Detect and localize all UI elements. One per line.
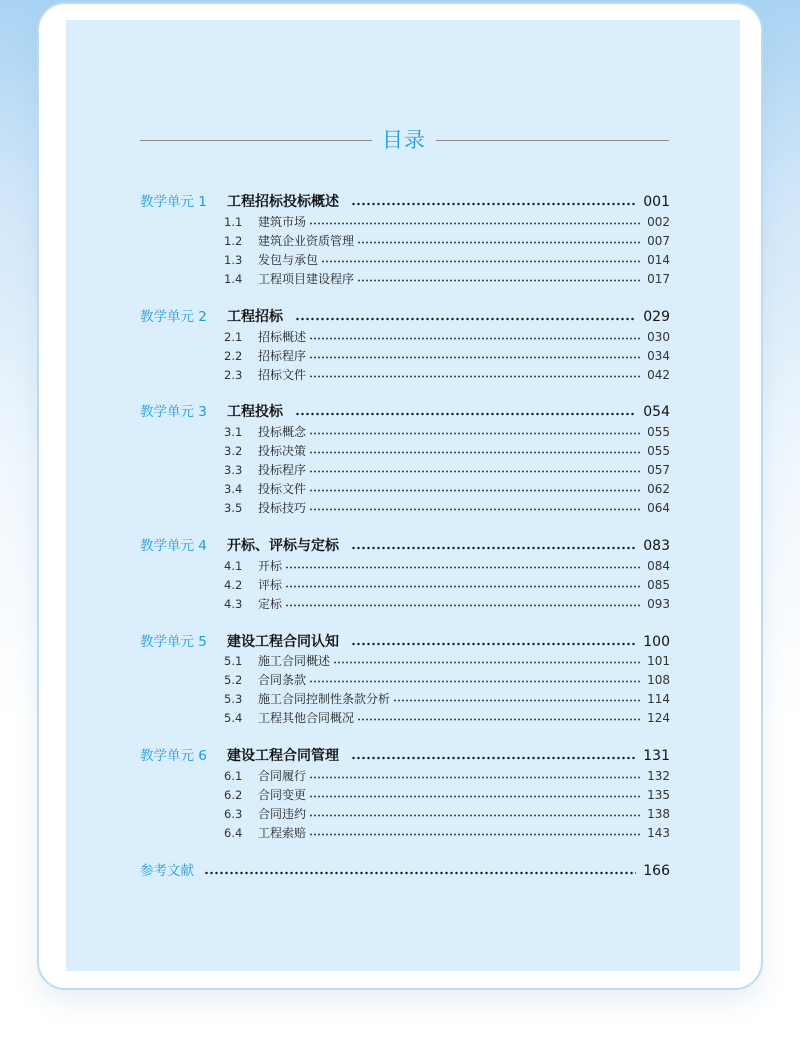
dot-leader [309,680,640,683]
section-title: 施工合同概述 [258,654,331,668]
section-page-number: 055 [647,425,670,439]
section-page-number: 143 [647,826,670,840]
toc-section-6-1[interactable] [140,767,670,786]
toc-section-3-4[interactable] [140,480,670,499]
section-title: 建筑市场 [258,215,307,229]
toc-unit-3[interactable] [140,403,670,422]
toc-section-3-3[interactable] [140,461,670,480]
toc-section-1-1[interactable] [140,213,670,232]
section-number: 4.2 [224,578,243,592]
section-title: 投标决策 [258,444,307,458]
toc-section-3-5[interactable] [140,499,670,518]
dot-leader [357,279,640,282]
section-page-number: 132 [647,769,670,783]
dot-leader [393,699,640,702]
section-number: 5.2 [224,673,243,687]
section-number: 5.4 [224,711,243,725]
section-number: 3.2 [224,444,243,458]
section-page-number: 014 [647,253,670,267]
section-number: 4.1 [224,559,243,573]
section-page-number: 114 [647,692,670,706]
section-number: 5.3 [224,692,243,706]
unit-title: 开标、评标与定标 [227,538,339,554]
toc-section-6-3[interactable] [140,805,670,824]
toc-section-5-3[interactable] [140,690,670,709]
section-number: 3.1 [224,425,243,439]
section-title: 施工合同控制性条款分析 [258,692,391,706]
section-title: 投标程序 [258,463,307,477]
dot-leader [357,241,640,244]
section-number: 2.3 [224,368,243,382]
dot-leader [285,604,640,607]
toc-section-2-2[interactable] [140,347,670,366]
section-number: 5.1 [224,654,243,668]
dot-leader [309,337,640,340]
dot-leader [309,795,640,798]
section-number: 1.3 [224,253,243,267]
section-number: 1.1 [224,215,243,229]
toc-section-6-4[interactable] [140,824,670,843]
toc-section-1-2[interactable] [140,232,670,251]
dot-leader [309,222,640,225]
toc-section-3-2[interactable] [140,442,670,461]
section-page-number: 017 [647,272,670,286]
dot-leader [204,871,636,875]
section-title: 合同履行 [258,769,307,783]
unit-page-number: 131 [643,748,670,764]
toc-unit-2[interactable] [140,308,670,327]
unit-title: 工程投标 [227,404,283,420]
toc-section-2-3[interactable] [140,366,670,385]
section-page-number: 002 [647,215,670,229]
header-rule-right [436,140,669,141]
unit-label: 教学单元 2 [140,309,207,325]
section-page-number: 062 [647,482,670,496]
unit-label: 教学单元 4 [140,538,207,554]
unit-label: 教学单元 1 [140,194,207,210]
unit-page-number: 100 [643,634,670,650]
page-title: 目录 [382,128,426,152]
section-title: 发包与承包 [258,253,319,267]
section-title: 工程索赔 [258,826,307,840]
dot-leader [309,451,640,454]
dot-leader [309,489,640,492]
dot-leader [351,642,636,646]
toc-section-1-3[interactable] [140,251,670,270]
section-page-number: 085 [647,578,670,592]
toc-unit-1[interactable] [140,193,670,212]
section-title: 开标 [258,559,283,573]
section-number: 2.2 [224,349,243,363]
section-title: 投标技巧 [258,501,307,515]
toc-section-5-4[interactable] [140,709,670,728]
section-page-number: 042 [647,368,670,382]
dot-leader [351,546,636,550]
toc-section-3-1[interactable] [140,423,670,442]
section-title: 招标文件 [258,368,307,382]
section-page-number: 007 [647,234,670,248]
section-page-number: 093 [647,597,670,611]
section-page-number: 030 [647,330,670,344]
section-title: 招标概述 [258,330,307,344]
toc-references[interactable] [140,862,670,881]
dot-leader [309,356,640,359]
dot-leader [309,508,640,511]
section-page-number: 124 [647,711,670,725]
section-page-number: 135 [647,788,670,802]
dot-leader [309,776,640,779]
dot-leader [309,432,640,435]
dot-leader [285,566,640,569]
dot-leader [309,375,640,378]
unit-label: 教学单元 3 [140,404,207,420]
dot-leader [285,585,640,588]
section-title: 工程项目建设程序 [258,272,355,286]
section-number: 3.5 [224,501,243,515]
dot-leader [295,317,636,321]
dot-leader [357,718,640,721]
dot-leader [309,814,640,817]
dot-leader [295,412,636,416]
unit-page-number: 029 [643,309,670,325]
toc-unit-5[interactable] [140,633,670,652]
references-page-number: 166 [643,863,670,879]
section-title: 投标文件 [258,482,307,496]
unit-label: 教学单元 5 [140,634,207,650]
dot-leader [351,756,636,760]
unit-title: 工程招标投标概述 [227,194,339,210]
section-number: 6.4 [224,826,243,840]
section-page-number: 055 [647,444,670,458]
toc-unit-4[interactable] [140,537,670,556]
section-title: 评标 [258,578,283,592]
toc-section-4-1[interactable] [140,557,670,576]
section-title: 投标概念 [258,425,307,439]
references-label: 参考文献 [140,863,194,879]
toc-section-5-1[interactable] [140,652,670,671]
section-number: 6.3 [224,807,243,821]
toc-header [140,126,669,156]
section-number: 4.3 [224,597,243,611]
section-number: 1.4 [224,272,243,286]
section-number: 3.4 [224,482,243,496]
dot-leader [309,470,640,473]
dot-leader [321,260,640,263]
unit-page-number: 001 [643,194,670,210]
section-page-number: 034 [647,349,670,363]
section-page-number: 138 [647,807,670,821]
section-title: 建筑企业资质管理 [258,234,355,248]
unit-title: 建设工程合同管理 [227,748,339,764]
toc-section-4-2[interactable] [140,576,670,595]
section-title: 工程其他合同概况 [258,711,355,725]
section-number: 3.3 [224,463,243,477]
section-page-number: 101 [647,654,670,668]
section-number: 6.1 [224,769,243,783]
header-rule-left [140,140,372,141]
section-page-number: 108 [647,673,670,687]
toc-section-6-2[interactable] [140,786,670,805]
dot-leader [309,833,640,836]
toc-section-5-2[interactable] [140,671,670,690]
toc-unit-6[interactable] [140,747,670,766]
section-title: 合同违约 [258,807,307,821]
unit-page-number: 054 [643,404,670,420]
toc-section-4-3[interactable] [140,595,670,614]
section-title: 合同条款 [258,673,307,687]
toc-section-2-1[interactable] [140,328,670,347]
unit-title: 工程招标 [227,309,283,325]
unit-title: 建设工程合同认知 [227,634,339,650]
dot-leader [333,661,640,664]
toc-section-1-4[interactable] [140,270,670,289]
unit-page-number: 083 [643,538,670,554]
dot-leader [351,202,636,206]
section-number: 6.2 [224,788,243,802]
section-page-number: 064 [647,501,670,515]
section-number: 2.1 [224,330,243,344]
section-title: 招标程序 [258,349,307,363]
unit-label: 教学单元 6 [140,748,207,764]
section-page-number: 057 [647,463,670,477]
section-title: 定标 [258,597,283,611]
section-number: 1.2 [224,234,243,248]
section-page-number: 084 [647,559,670,573]
section-title: 合同变更 [258,788,307,802]
